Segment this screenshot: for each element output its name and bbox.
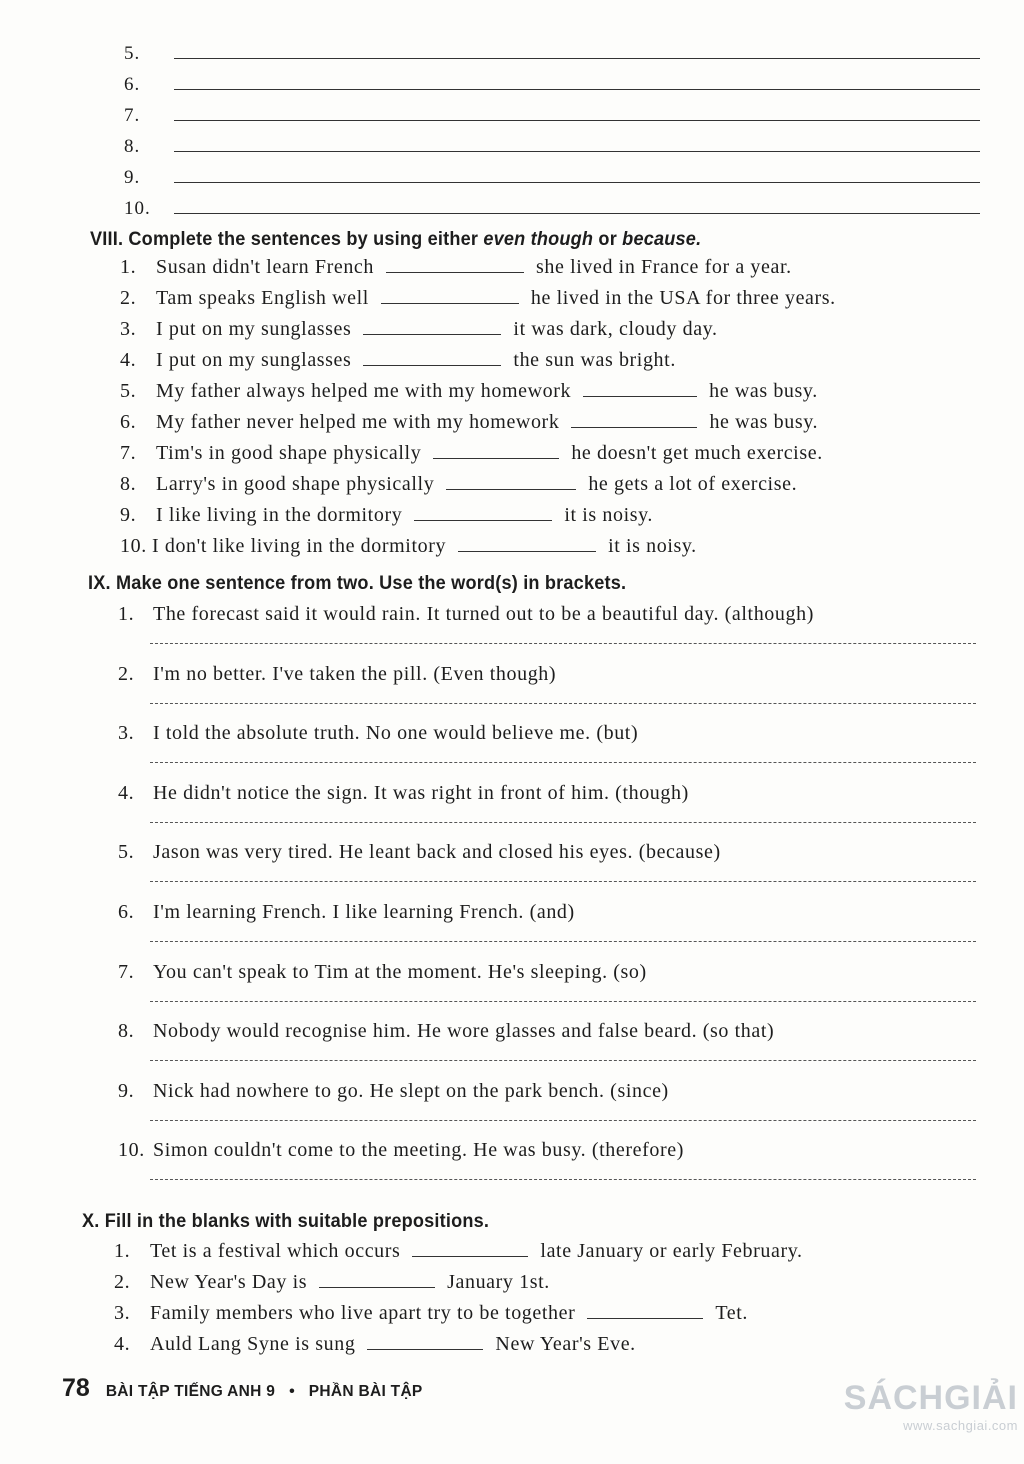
write-line[interactable] bbox=[174, 89, 980, 90]
item-text: Larry's in good shape physically bbox=[156, 473, 435, 495]
exercise-item bbox=[118, 961, 980, 1021]
exercise-item bbox=[118, 663, 980, 723]
item-number: 5. bbox=[118, 841, 135, 864]
item-text: I like living in the dormitory bbox=[156, 504, 403, 526]
section-10-heading: X. Fill in the blanks with suitable prepositions. bbox=[82, 1210, 490, 1232]
answer-line[interactable] bbox=[150, 1001, 976, 1002]
section-8-heading bbox=[90, 228, 701, 251]
blank-input[interactable] bbox=[381, 302, 519, 304]
item-text: New Year's Day is bbox=[150, 1271, 308, 1293]
exercise-item bbox=[120, 411, 1000, 442]
item-number: 7. bbox=[120, 442, 137, 464]
item-number: 7. bbox=[118, 960, 135, 983]
item-number: 2. bbox=[118, 662, 135, 685]
item-number: 3. bbox=[118, 722, 135, 745]
item-text: he gets a lot of exercise. bbox=[588, 473, 798, 495]
line-number: 5. bbox=[124, 43, 141, 64]
item-text: Tim's in good shape physically bbox=[156, 442, 422, 464]
item-number: 9. bbox=[118, 1079, 135, 1102]
item-number: 1. bbox=[118, 603, 135, 625]
answer-lines bbox=[124, 34, 980, 220]
item-number: 5. bbox=[120, 380, 137, 402]
item-text: I put on my sunglasses bbox=[156, 318, 352, 340]
item-text: late January or early February. bbox=[540, 1240, 803, 1262]
item-number: 2. bbox=[120, 287, 137, 309]
page-footer bbox=[62, 1374, 423, 1403]
exercise-item bbox=[120, 535, 1000, 566]
item-text: I'm no better. I've taken the pill. (Even though) bbox=[153, 662, 557, 685]
blank-input[interactable] bbox=[433, 457, 559, 459]
item-number: 8. bbox=[120, 473, 137, 495]
item-number: 3. bbox=[114, 1302, 131, 1324]
exercise-item bbox=[114, 1240, 994, 1271]
exercise-item bbox=[118, 722, 980, 782]
item-text: The forecast said it would rain. It turned out to be a beautiful day. (although) bbox=[153, 603, 814, 625]
item-text: she lived in France for a year. bbox=[536, 256, 792, 278]
item-number: 4. bbox=[118, 781, 135, 804]
item-text: it is noisy. bbox=[608, 535, 697, 557]
item-number: 10. bbox=[118, 1139, 145, 1162]
answer-line[interactable] bbox=[150, 643, 976, 644]
item-text: Simon couldn't come to the meeting. He was busy. (therefore) bbox=[153, 1139, 684, 1162]
item-number: 10. bbox=[120, 535, 147, 557]
answer-line[interactable] bbox=[150, 941, 976, 942]
item-text: Tet is a festival which occurs bbox=[150, 1240, 401, 1262]
exercise-item bbox=[120, 380, 1000, 411]
exercise-item bbox=[114, 1271, 994, 1302]
item-text: Jason was very tired. He leant back and closed his eyes. (because) bbox=[153, 841, 721, 864]
write-line[interactable] bbox=[174, 151, 980, 152]
blank-input[interactable] bbox=[458, 550, 596, 552]
exercise-item bbox=[118, 1080, 980, 1140]
item-text: January 1st. bbox=[447, 1271, 550, 1293]
section-9-heading: IX. Make one sentence from two. Use the word(s) in brackets. bbox=[88, 572, 627, 594]
part-title: PHẦN BÀI TẬP bbox=[308, 1383, 423, 1400]
exercise-item bbox=[118, 782, 980, 842]
item-number: 8. bbox=[118, 1020, 135, 1043]
item-text: he doesn't get much exercise. bbox=[571, 442, 823, 464]
item-text: Tet. bbox=[715, 1302, 749, 1324]
answer-line[interactable] bbox=[124, 158, 980, 189]
blank-input[interactable] bbox=[363, 333, 501, 335]
exercise-item bbox=[114, 1333, 994, 1364]
answer-line[interactable] bbox=[150, 703, 976, 704]
item-number: 4. bbox=[120, 349, 137, 371]
page-number: 78 bbox=[62, 1374, 90, 1402]
item-text: it is noisy. bbox=[564, 504, 654, 526]
answer-line[interactable] bbox=[124, 127, 980, 158]
item-number: 6. bbox=[118, 900, 135, 923]
line-number: 7. bbox=[124, 105, 141, 126]
line-number: 9. bbox=[124, 167, 141, 188]
blank-input[interactable] bbox=[587, 1317, 703, 1319]
item-text: Nick had nowhere to go. He slept on the park bench. (since) bbox=[153, 1079, 669, 1102]
item-text: it was dark, cloudy day. bbox=[513, 318, 718, 340]
exercise-item bbox=[120, 473, 1000, 504]
item-text: I put on my sunglasses bbox=[156, 349, 352, 371]
blank-input[interactable] bbox=[414, 519, 552, 521]
item-text: I'm learning French. I like learning French. (and) bbox=[153, 900, 575, 923]
watermark-logo: SÁCHGIẢI bbox=[843, 1379, 1018, 1417]
blank-input[interactable] bbox=[319, 1286, 435, 1288]
answer-line[interactable] bbox=[124, 65, 980, 96]
item-text: Nobody would recognise him. He wore glasses and false beard. (so that) bbox=[153, 1020, 775, 1043]
book-title: BÀI TẬP TIẾNG ANH 9 bbox=[105, 1383, 276, 1400]
write-line[interactable] bbox=[174, 120, 980, 121]
item-text: Auld Lang Syne is sung bbox=[150, 1333, 356, 1355]
answer-line[interactable] bbox=[124, 189, 980, 220]
exercise-item bbox=[120, 256, 1000, 287]
exercise-item bbox=[118, 1139, 980, 1199]
exercise-item bbox=[114, 1302, 994, 1333]
blank-input[interactable] bbox=[363, 364, 501, 366]
item-text: My father always helped me with my homework bbox=[156, 380, 572, 402]
answer-line[interactable] bbox=[124, 96, 980, 127]
write-line[interactable] bbox=[174, 58, 980, 59]
item-number: 4. bbox=[114, 1333, 131, 1355]
answer-line[interactable] bbox=[150, 762, 976, 763]
answer-line[interactable] bbox=[124, 34, 980, 65]
line-number: 6. bbox=[124, 74, 141, 95]
exercise-item bbox=[118, 603, 980, 663]
section-10-items bbox=[114, 1240, 994, 1364]
bullet-icon: • bbox=[289, 1383, 295, 1400]
item-text: he was busy. bbox=[709, 411, 819, 433]
item-text: Family members who live apart try to be together bbox=[150, 1302, 576, 1324]
exercise-item bbox=[120, 349, 1000, 380]
exercise-item bbox=[120, 318, 1000, 349]
answer-line[interactable] bbox=[150, 881, 976, 882]
section-9-items bbox=[118, 603, 980, 1199]
blank-input[interactable] bbox=[583, 395, 697, 397]
item-text: Susan didn't learn French bbox=[156, 256, 375, 278]
watermark-url: www.sachgiai.com bbox=[903, 1418, 1018, 1433]
section-8-items bbox=[120, 256, 1000, 566]
watermark bbox=[818, 1378, 1018, 1433]
item-text: You can't speak to Tim at the moment. He's sleeping. (so) bbox=[153, 960, 647, 983]
blank-input[interactable] bbox=[367, 1348, 483, 1350]
exercise-item bbox=[120, 287, 1000, 318]
item-text: He didn't notice the sign. It was right in front of him. (though) bbox=[153, 781, 689, 804]
item-text: he was busy. bbox=[709, 380, 818, 402]
item-number: 9. bbox=[120, 504, 137, 526]
heading-emphasis: even though bbox=[483, 228, 594, 250]
answer-line[interactable] bbox=[150, 1060, 976, 1061]
heading-emphasis: because. bbox=[622, 228, 702, 250]
item-text: New Year's Eve. bbox=[495, 1333, 636, 1355]
item-text: My father never helped me with my homework bbox=[156, 411, 560, 433]
item-text: I told the absolute truth. No one would believe me. (but) bbox=[153, 722, 639, 745]
answer-line[interactable] bbox=[150, 822, 976, 823]
line-number: 10. bbox=[124, 198, 151, 219]
blank-input[interactable] bbox=[386, 271, 524, 273]
blank-input[interactable] bbox=[571, 426, 697, 428]
exercise-item bbox=[120, 442, 1000, 473]
blank-input[interactable] bbox=[412, 1255, 528, 1257]
blank-input[interactable] bbox=[446, 488, 576, 490]
item-text: I don't like living in the dormitory bbox=[152, 535, 447, 557]
item-number: 1. bbox=[114, 1240, 131, 1262]
answer-line[interactable] bbox=[150, 1120, 976, 1121]
exercise-item bbox=[120, 504, 1000, 535]
write-line[interactable] bbox=[174, 213, 980, 214]
item-number: 2. bbox=[114, 1271, 131, 1293]
item-text: he lived in the USA for three years. bbox=[530, 287, 836, 309]
item-number: 1. bbox=[120, 256, 137, 278]
exercise-item bbox=[118, 841, 980, 901]
item-text: Tam speaks English well bbox=[156, 287, 369, 309]
item-number: 6. bbox=[120, 411, 137, 433]
line-number: 8. bbox=[124, 136, 141, 157]
item-number: 3. bbox=[120, 318, 137, 340]
answer-line[interactable] bbox=[150, 1179, 976, 1180]
item-text: the sun was bright. bbox=[513, 349, 676, 371]
exercise-item bbox=[118, 1020, 980, 1080]
heading-text: or bbox=[598, 228, 617, 250]
exercise-item bbox=[118, 901, 980, 961]
write-line[interactable] bbox=[174, 182, 980, 183]
heading-text: VIII. Complete the sentences by using either bbox=[90, 228, 479, 250]
